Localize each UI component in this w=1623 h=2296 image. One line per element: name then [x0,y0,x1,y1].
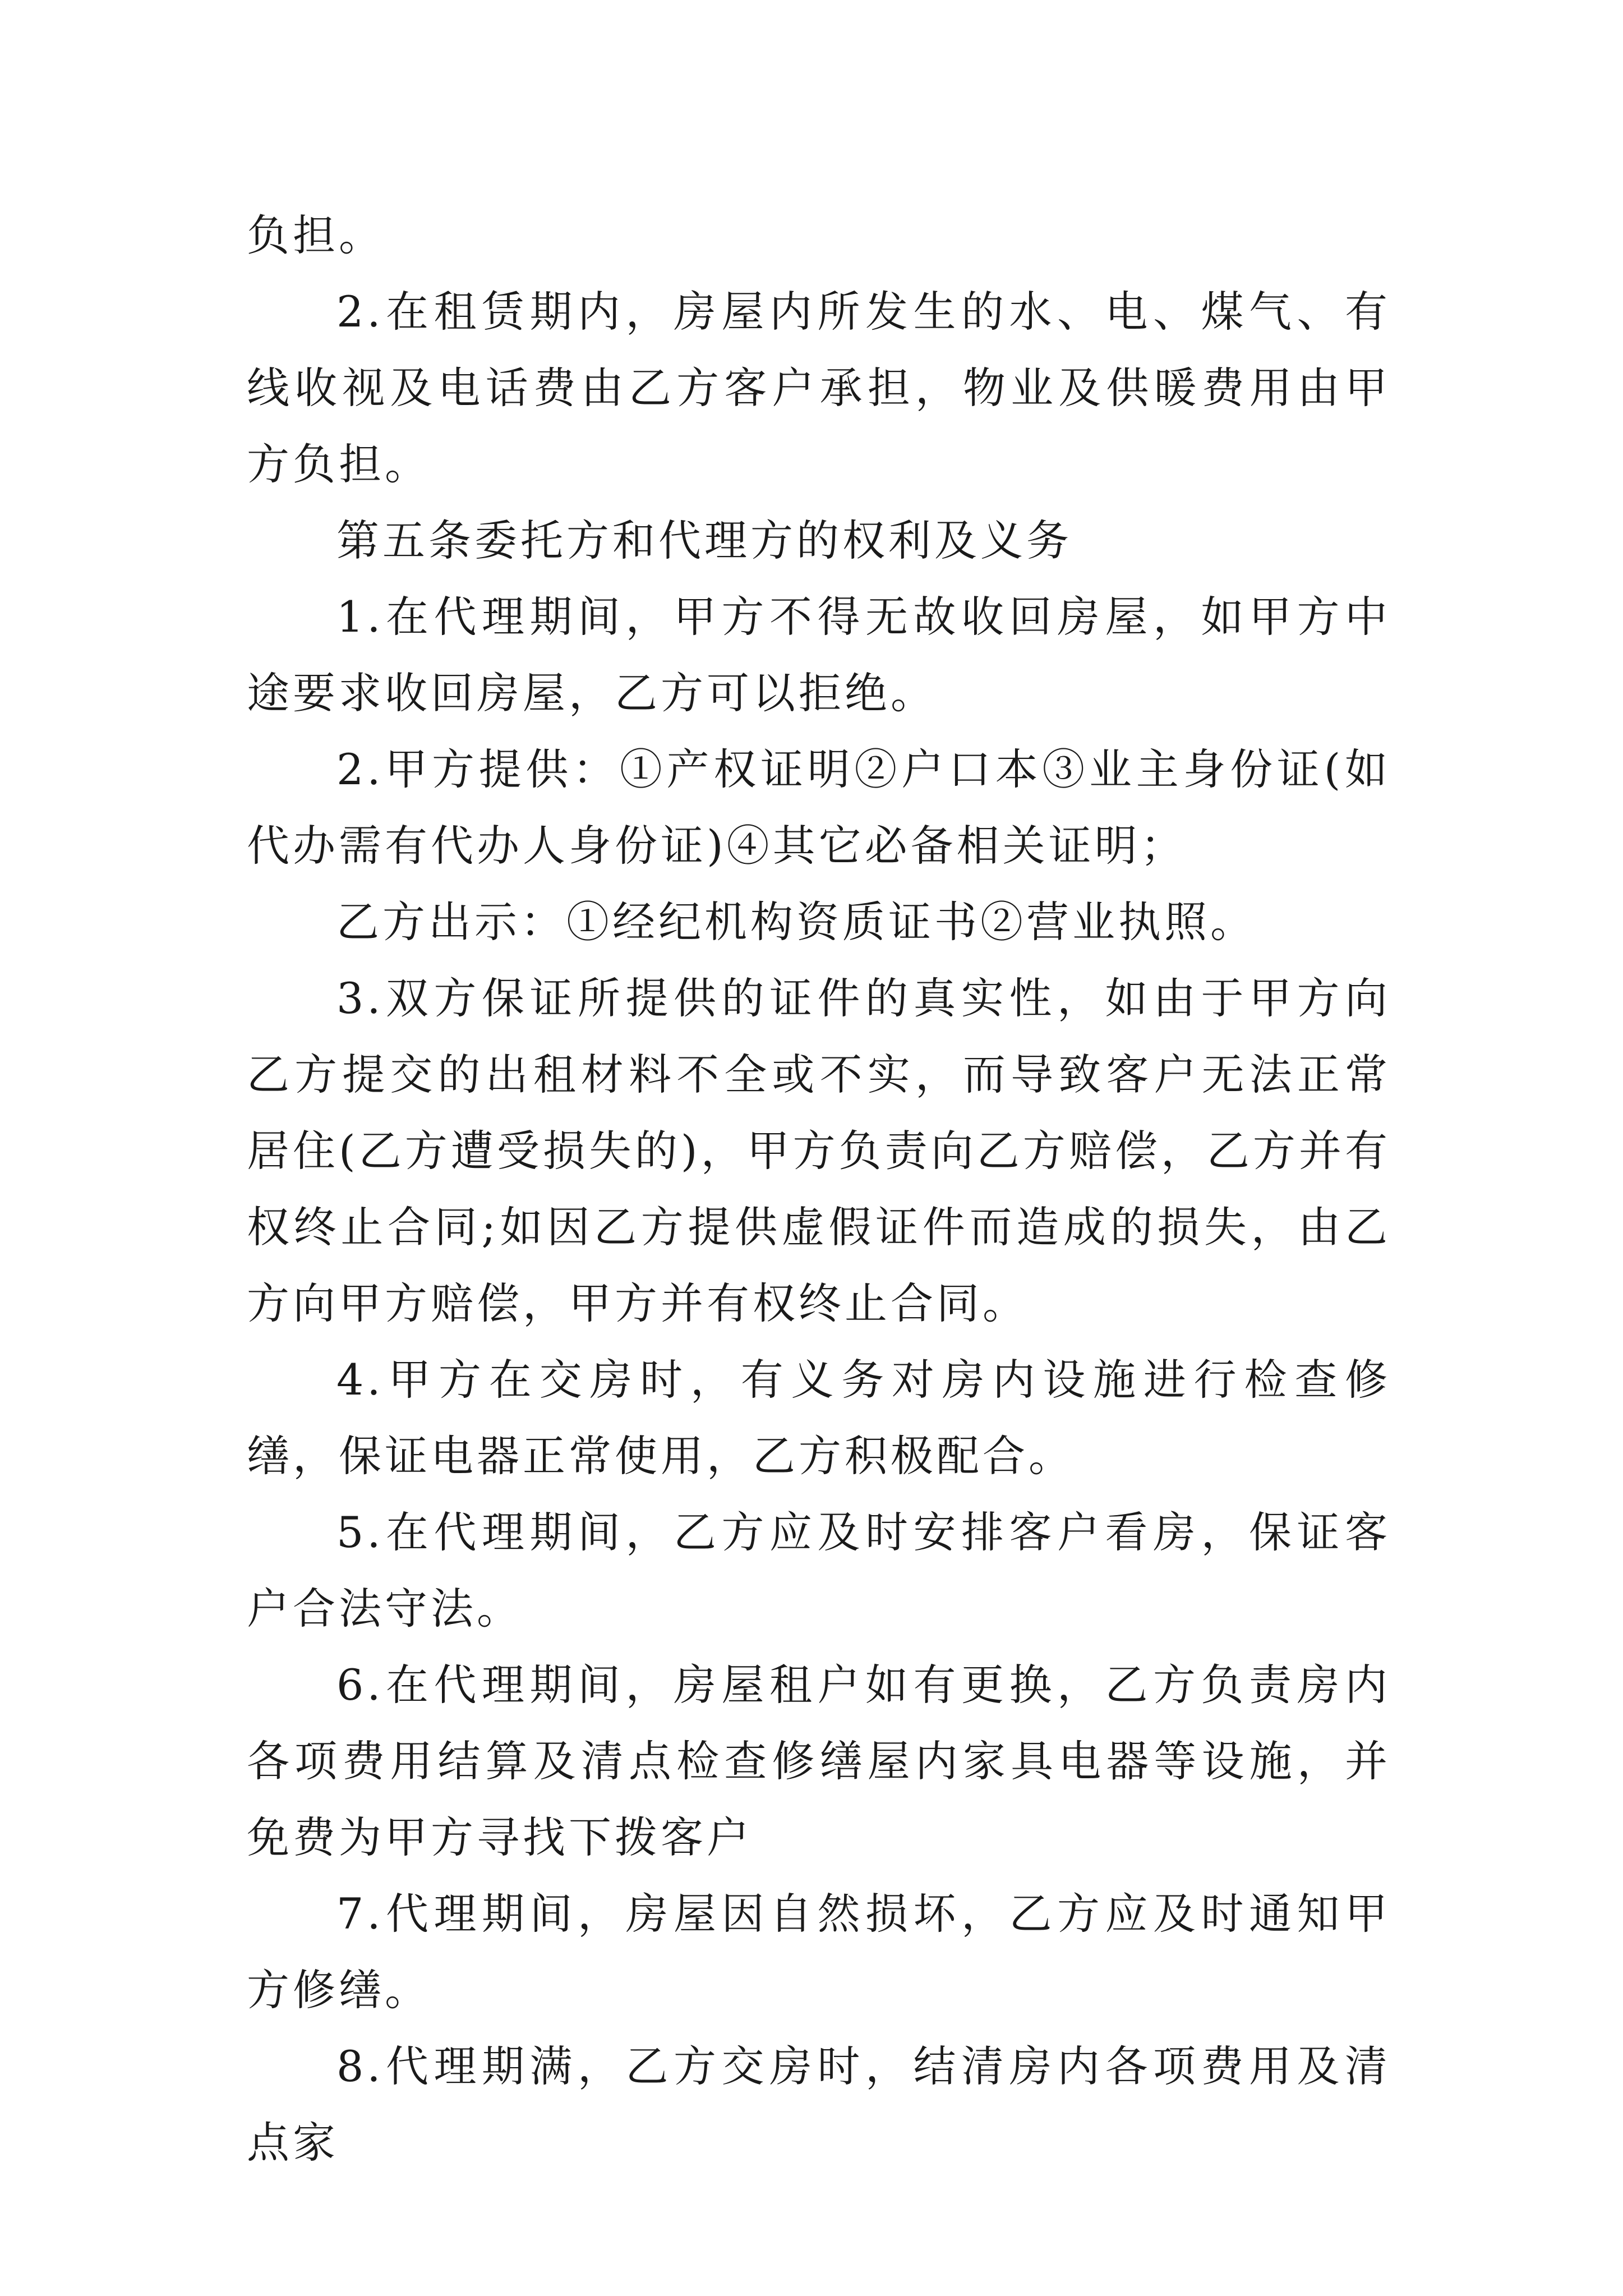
section-heading-article-5: 第五条委托方和代理方的权利及义务 [336,516,1072,565]
paragraph-clause-5-5: 5.在代理期间，乙方应及时安排客户看房，保证客户合法守法。 [247,1507,1391,1634]
paragraph-continuation: 负担。 [247,210,385,260]
paragraph-clause-4-2: 2.在租赁期内，房屋内所发生的水、电、煤气、有线收视及电话费由乙方客户承担，物业及供暖费用由甲方负担。 [247,287,1391,489]
paragraph-clause-5-8: 8.代理期满，乙方交房时，结清房内各项费用及清点家 [247,2041,1391,2168]
paragraph-clause-5-6: 6.在代理期间，房屋租户如有更换，乙方负责房内各项费用结算及清点检查修缮屋内家具电器等设施，并免费为甲方寻找下拨客户 [247,1660,1391,1862]
document-body [247,197,1391,2181]
paragraph-clause-5-1: 1.在代理期间，甲方不得无故收回房屋，如甲方中途要求收回房屋，乙方可以拒绝。 [247,592,1391,718]
paragraph-party-b-documents: 乙方出示：①经纪机构资质证书②营业执照。 [336,897,1256,947]
paragraph-clause-5-3: 3.双方保证所提供的证件的真实性，如由于甲方向乙方提交的出租材料不全或不实，而导致客户无法正常居住(乙方遭受损失的)，甲方负责向乙方赔偿，乙方并有权终止合同;如因乙方提供虚假证件而造成的损失，由乙 方向甲方赔偿，甲方并有权终止合同。 [247,973,1391,1328]
paragraph-clause-5-2: 2.甲方提供：①产权证明②户口本③业主身份证(如代办需有代办人身份证)④其它必备相关证明； [247,744,1391,871]
paragraph-clause-5-7: 7.代理期间，房屋因自然损坏，乙方应及时通知甲方修缮。 [247,1889,1391,2015]
paragraph-clause-5-4: 4.甲方在交房时，有义务对房内设施进行检查修缮，保证电器正常使用，乙方积极配合。 [247,1355,1391,1481]
